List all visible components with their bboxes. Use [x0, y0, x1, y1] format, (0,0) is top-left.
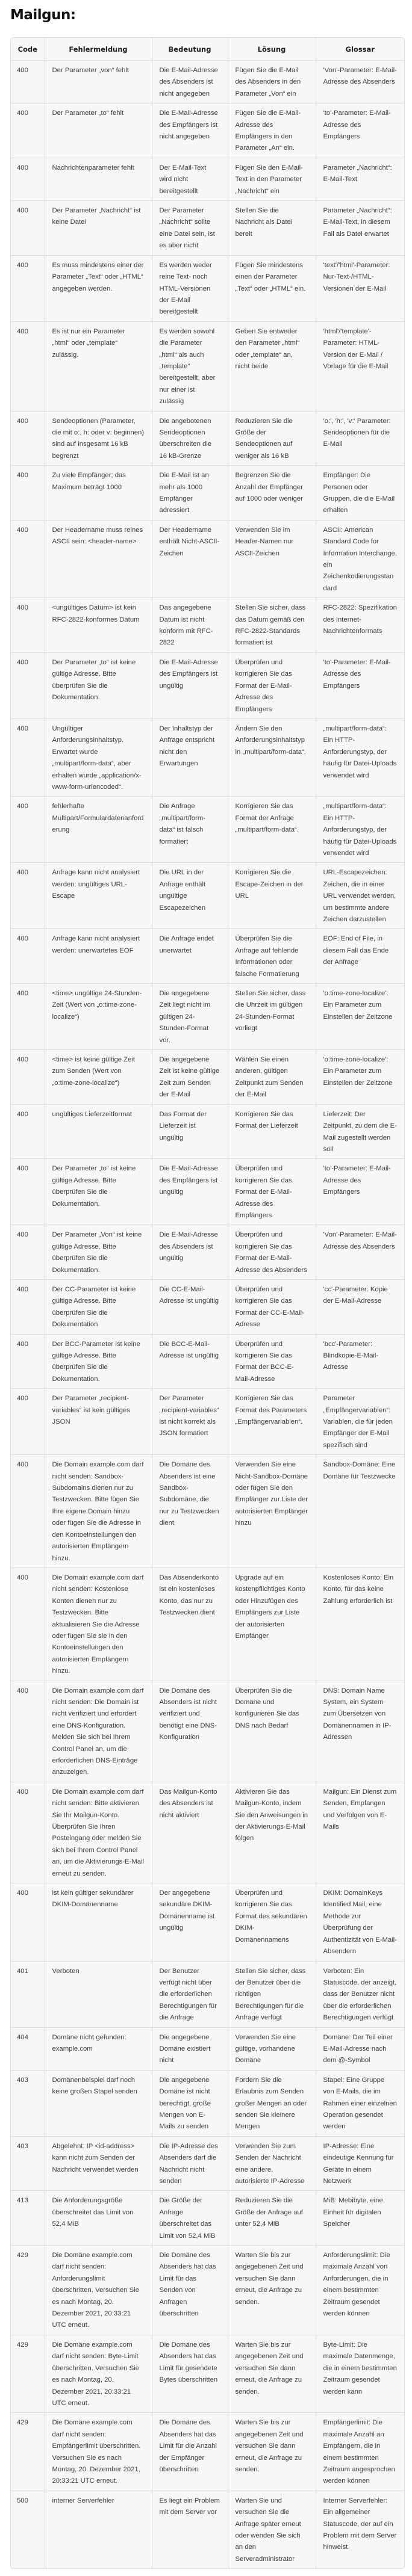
cell-code: 400 [11, 1279, 45, 1334]
cell-fehlermeldung: Domäne nicht gefunden: example.com [45, 2027, 152, 2070]
cell-code: 429 [11, 2335, 45, 2412]
cell-loesung: Überprüfen und korrigieren Sie das Format der E-Mail-Adresse des Empfängers [228, 1159, 316, 1225]
cell-fehlermeldung: Abgelehnt: IP <id-address> kann nicht zum Senden der Nachricht verwendet werden [45, 2136, 152, 2191]
cell-bedeutung: Die E-Mail-Adresse des Absenders ist ungültig [152, 1225, 228, 1280]
cell-code: 400 [11, 1568, 45, 1681]
cell-bedeutung: Die Anfrage endet unerwartet [152, 929, 228, 984]
cell-code: 400 [11, 520, 45, 598]
cell-loesung: Upgrade auf ein kostenpflichtiges Konto oder Hinzufügen des Empfängers zur Liste der autorisierten Empfänger [228, 1568, 316, 1681]
cell-glossar: Interner Serverfehler: Ein allgemeiner Statuscode, der auf ein Problem mit dem Server hinweist [323, 2497, 397, 2551]
cell-code: 400 [11, 103, 45, 158]
header-code: Code [11, 38, 45, 61]
cell-fehlermeldung: Die Domain example.com darf nicht senden: Die Domain ist nicht verifiziert und erfordert eine DNS-Konfiguration. Melden Sie sich bei Ihrem Control Panel an, um die erforderlichen DNS-Einträge anzuzeigen. [45, 1681, 152, 1782]
cell-bedeutung: Die E-Mail ist an mehr als 1000 Empfänger adressiert [152, 466, 228, 520]
cell-bedeutung: Die angegebene Domäne ist nicht berechtigt, große Mengen von E-Mails zu senden [152, 2070, 228, 2136]
cell-loesung: Reduzieren Sie die Größe der Anfrage auf unter 52,4 MiB [228, 2191, 316, 2246]
cell-bedeutung: Die Domäne des Absenders hat das Limit für die Anzahl der Empfänger überschritten [152, 2413, 228, 2491]
cell-glossar: Stapel: Eine Gruppe von E-Mails, die im Rahmen einer einzelnen Operation gesendet werden [316, 2070, 404, 2136]
cell-bedeutung: Die Anfrage „multipart/form-data“ ist falsch formatiert [152, 797, 228, 863]
cell-glossar: 'o:time-zone-localize': Ein Parameter zum Einstellen der Zeitzone [316, 984, 404, 1050]
table-row [11, 2413, 404, 2491]
table-row [11, 718, 404, 796]
cell-loesung: Reduzieren Sie die Größe der Sendeoptionen auf weniger als 16 kB [228, 411, 316, 466]
cell-fehlermeldung: Ungültiger Anforderungsinhaltstyp. Erwartet wurde „multipart/form-data“, aber erhalten wurde „application/x-www-form-urlencoded“. [45, 718, 152, 796]
cell-fehlermeldung: interner Serverfehler [45, 2491, 152, 2568]
cell-loesung: Überprüfen und korrigieren Sie das Format der BCC-E-Mail-Adresse [228, 1334, 316, 1389]
table-row [11, 255, 404, 321]
cell-bedeutung: Die Domäne des Absenders hat das Limit für gesendete Bytes überschritten [152, 2335, 228, 2412]
cell-glossar: 'o:time-zone-localize': Ein Parameter zum Einstellen der Zeitzone [316, 1050, 404, 1105]
cell-code: 413 [11, 2191, 45, 2246]
cell-fehlermeldung: <time> ungültige 24-Stunden-Zeit (Wert von „o:time-zone-localize“) [45, 984, 152, 1050]
cell-bedeutung: Das Mailgun-Konto des Absenders ist nicht aktiviert [152, 1782, 228, 1883]
cell-fehlermeldung: Zu viele Empfänger; das Maximum beträgt 1000 [45, 466, 152, 520]
cell-code: 400 [11, 1159, 45, 1225]
cell-glossar: 'to'-Parameter: E-Mail-Adresse des Empfängers [316, 103, 404, 158]
cell-loesung: Geben Sie entweder den Parameter „html“ oder „template“ an, nicht beide [228, 321, 316, 411]
cell-loesung: Stellen Sie die Nachricht als Datei bereit [228, 201, 316, 256]
cell-bedeutung: Die angegebene Zeit ist keine gültige Zeit zum Senden der E-Mail [152, 1050, 228, 1105]
cell-code: 400 [11, 929, 45, 984]
table-row [11, 2136, 404, 2191]
cell-bedeutung: Die angegebene Zeit liegt nicht im gültigen 24-Stunden-Format vor. [152, 984, 228, 1050]
table-row [11, 1389, 404, 1455]
cell-glossar: IP-Adresse: Eine eindeutige Kennung für Geräte in einem Netzwerk [316, 2136, 404, 2191]
cell-fehlermeldung: Die Domain example.com darf nicht senden: Sandbox-Subdomains dienen nur zu Testzwecken. Bitte fügen Sie Ihre eigene Domain hinzu oder fügen Sie die Adresse in den Kontoeinstellungen den autorisierten Empfängern hinzu. [45, 1455, 152, 1568]
cell-code: 400 [11, 466, 45, 520]
cell-fehlermeldung: Die Anforderungsgröße überschreitet das Limit von 52,4 MiB [45, 2191, 152, 2246]
cell-glossar: 'bcc'-Parameter: Blindkopie-E-Mail-Adresse [316, 1334, 404, 1389]
cell-loesung: Überprüfen und korrigieren Sie das Format der E-Mail-Adresse des Absenders [228, 1225, 316, 1280]
cell-loesung: Verwenden Sie im Header-Namen nur ASCII-Zeichen [228, 520, 316, 598]
cell-glossar: DNS: Domain Name System, ein System zum Übersetzen von Domänennamen in IP-Adressen [316, 1681, 404, 1782]
cell-loesung: Überprüfen und korrigieren Sie das Format des sekundären DKIM-Domänennamens [228, 1883, 316, 1961]
cell-loesung: Korrigieren Sie das Format der Lieferzeit [228, 1104, 316, 1159]
table-row [11, 466, 404, 520]
cell-loesung: Überprüfen und korrigieren Sie das Format der CC-E-Mail-Adresse [228, 1279, 316, 1334]
cell-bedeutung: Die Größe der Anfrage überschreitet das Limit von 52,4 MiB [152, 2191, 228, 2246]
cell-loesung: Überprüfen Sie die Domäne und konfigurieren Sie das DNS nach Bedarf [228, 1681, 316, 1782]
cell-loesung: Fügen Sie die E-Mail-Adresse des Empfängers in den Parameter „An“ ein. [228, 103, 316, 158]
cell-code: 400 [11, 1225, 45, 1280]
cell-loesung: Warten Sie bis zur angegebenen Zeit und versuchen Sie dann erneut, die Anfrage zu senden. [228, 2335, 316, 2412]
cell-fehlermeldung: Der CC-Parameter ist keine gültige Adresse. Bitte überprüfen Sie die Dokumentation [45, 1279, 152, 1334]
cell-glossar: Anforderungslimit: Die maximale Anzahl von Anforderungen, die in einem bestimmten Zeitraum gesendet werden können [316, 2246, 404, 2335]
cell-fehlermeldung: Anfrage kann nicht analysiert werden: unerwartetes EOF [45, 929, 152, 984]
cell-fehlermeldung: ungültiges Lieferzeitformat [45, 1104, 152, 1159]
cell-bedeutung: Der Parameter „recipient-variables“ ist nicht korrekt als JSON formatiert [152, 1389, 228, 1455]
cell-fehlermeldung: fehlerhafte Multipart/Formulardatenanforderung [45, 797, 152, 863]
cell-loesung: Aktivieren Sie das Mailgun-Konto, indem Sie den Anweisungen in der Aktivierungs-E-Mail folgen [228, 1782, 316, 1883]
cell-loesung: Korrigieren Sie das Format des Parameters „Empfängervariablen“. [228, 1389, 316, 1455]
cell-glossar: Empfänger: Die Personen oder Gruppen, die die E-Mail erhalten [316, 466, 404, 520]
header-fehlermeldung: Fehlermeldung [45, 38, 152, 61]
cell-bedeutung: Die CC-E-Mail-Adresse ist ungültig [152, 1279, 228, 1334]
table-row [11, 1883, 404, 1961]
cell-glossar: URL-Escapezeichen: Zeichen, die in einer URL verwendet werden, um bestimmte andere Zeichen darzustellen [316, 863, 404, 929]
cell-glossar: 'text'/'html'-Parameter: Nur-Text-/HTML-Versionen der E-Mail [316, 255, 404, 321]
cell-code: 400 [11, 797, 45, 863]
cell-loesung: Warten Sie bis zur angegebenen Zeit und versuchen Sie dann erneut, die Anfrage zu senden. [228, 2246, 316, 2335]
cell-bedeutung: Die Domäne des Absenders ist eine Sandbox-Subdomäne, die nur zu Testzwecken dient [152, 1455, 228, 1568]
table-body [11, 61, 404, 2569]
cell-code: 400 [11, 1681, 45, 1782]
cell-bedeutung: Es werden weder reine Text- noch HTML-Versionen der E-Mail bereitgestellt [152, 255, 228, 321]
cell-fehlermeldung: Die Domäne example.com darf nicht senden: Empfängerlimit überschritten. Versuchen Sie es nach Montag, 20. Dezember 2021, 20:33:21 UTC erneut. [45, 2413, 152, 2491]
cell-loesung: Verwenden Sie zum Senden der Nachricht eine andere, autorisierte IP-Adresse [228, 2136, 316, 2191]
cell-code: 400 [11, 61, 45, 103]
cell-code: 400 [11, 255, 45, 321]
cell-glossar: MiB: Mebibyte, eine Einheit für digitalen Speicher [316, 2191, 404, 2246]
error-table-container [10, 37, 405, 2569]
table-row [11, 929, 404, 984]
cell-code: 400 [11, 1104, 45, 1159]
table-header-row [11, 38, 404, 61]
cell-glossar: „multipart/form-data“: Ein HTTP-Anforderungstyp, der häufig für Datei-Uploads verwendet wird [316, 718, 404, 796]
cell-bedeutung: Der Parameter „Nachricht“ sollte eine Datei sein, ist es aber nicht [152, 201, 228, 256]
table-row [11, 1961, 404, 2027]
cell-bedeutung: Die angegebene Domäne existiert nicht [152, 2027, 228, 2070]
table-row [11, 2335, 404, 2412]
table-row [11, 1782, 404, 1883]
cell-fehlermeldung: ist kein gültiger sekundärer DKIM-Domänenname [45, 1883, 152, 1961]
table-row [11, 1568, 404, 1681]
cell-glossar: Parameter „Empfängervariablen“: Variablen, die für jeden Empfänger der E-Mail spezifisch sind [316, 1389, 404, 1455]
table-row [11, 1334, 404, 1389]
cell-fehlermeldung: Der Headername muss reines ASCII sein: <header-name> [45, 520, 152, 598]
cell-code: 429 [11, 2413, 45, 2491]
cell-fehlermeldung: Es ist nur ein Parameter „html“ oder „template“ zulässig. [45, 321, 152, 411]
cell-fehlermeldung: Nachrichtenparameter fehlt [45, 158, 152, 200]
cell-code: 400 [11, 1782, 45, 1883]
cell-glossar: ASCII: American Standard Code for Information Interchange, ein Zeichenkodierungsstandard [316, 520, 404, 598]
cell-code: 400 [11, 158, 45, 200]
cell-fehlermeldung: Der Parameter „to“ fehlt [45, 103, 152, 158]
cell-bedeutung: Die E-Mail-Adresse des Absenders ist nicht angegeben [152, 61, 228, 103]
cell-loesung: Begrenzen Sie die Anzahl der Empfänger auf 1000 oder weniger [228, 466, 316, 520]
cell-glossar: Mailgun: Ein Dienst zum Senden, Empfangen und Verfolgen von E-Mails [316, 1782, 404, 1883]
table-row [11, 797, 404, 863]
cell-code: 500 [11, 2491, 45, 2568]
cell-loesung: Fügen Sie mindestens einen der Parameter „Text“ oder „HTML“ ein. [228, 255, 316, 321]
cell-bedeutung: Der Inhaltstyp der Anfrage entspricht nicht den Erwartungen [152, 718, 228, 796]
cell-fehlermeldung: <time> ist keine gültige Zeit zum Senden (Wert von „o:time-zone-localize“) [45, 1050, 152, 1105]
table-row [11, 1455, 404, 1568]
table-row [11, 1159, 404, 1225]
cell-glossar: 'to'-Parameter: E-Mail-Adresse des Empfängers [316, 652, 404, 718]
table-row [11, 61, 404, 103]
cell-loesung: Verwenden Sie eine gültige, vorhandene Domäne [228, 2027, 316, 2070]
table-row [11, 2491, 404, 2568]
cell-code: 400 [11, 1334, 45, 1389]
cell-code: 400 [11, 201, 45, 256]
table-row [11, 103, 404, 158]
cell-loesung: Fordern Sie die Erlaubnis zum Senden großer Mengen an oder senden Sie kleinere Mengen [228, 2070, 316, 2136]
cell-fehlermeldung: Anfrage kann nicht analysiert werden: ungültiges URL-Escape [45, 863, 152, 929]
cell-glossar: 'Von'-Parameter: E-Mail-Adresse des Absenders [316, 1225, 404, 1280]
cell-glossar: 'o:', 'h:', 'v:' Parameter: Sendeoptionen für die E-Mail [316, 411, 404, 466]
table-row [11, 158, 404, 200]
cell-bedeutung: Die Domäne des Absenders hat das Limit für das Senden von Anfragen überschritten [152, 2246, 228, 2335]
cell-loesung: Verwenden Sie eine Nicht-Sandbox-Domäne oder fügen Sie den Empfänger zur Liste der autorisierten Empfänger hinzu [228, 1455, 316, 1568]
cell-code: 400 [11, 718, 45, 796]
table-row [11, 1681, 404, 1782]
table-row [11, 984, 404, 1050]
table-row [11, 321, 404, 411]
cell-code: 403 [11, 2136, 45, 2191]
cell-glossar: Verboten: Ein Statuscode, der anzeigt, dass der Benutzer nicht über die erforderlichen Berechtigungen verfügt [316, 1961, 404, 2027]
cell-code: 400 [11, 984, 45, 1050]
cell-fehlermeldung: Der Parameter „Von“ ist keine gültige Adresse. Bitte überprüfen Sie die Dokumentation. [45, 1225, 152, 1280]
table-row [11, 2027, 404, 2070]
cell-loesung: Korrigieren Sie die Escape-Zeichen in der URL [228, 863, 316, 929]
cell-code: 400 [11, 598, 45, 653]
cell-fehlermeldung: Der Parameter „to“ ist keine gültige Adresse. Bitte überprüfen Sie die Dokumentation. [45, 652, 152, 718]
cell-fehlermeldung: Sendeoptionen (Parameter, die mit o:, h: oder v: beginnen) sind auf insgesamt 16 kB begrenzt [45, 411, 152, 466]
cell-fehlermeldung: Der Parameter „to“ ist keine gültige Adresse. Bitte überprüfen Sie die Dokumentation. [45, 1159, 152, 1225]
cell-bedeutung: Die Domäne des Absenders ist nicht verifiziert und benötigt eine DNS-Konfiguration [152, 1681, 228, 1782]
cell-bedeutung: Der Benutzer verfügt nicht über die erforderlichen Berechtigungen für die Anfrage [152, 1961, 228, 2027]
cell-glossar: 'to'-Parameter: E-Mail-Adresse des Empfängers [316, 1159, 404, 1225]
cell-fehlermeldung: Die Domäne example.com darf nicht senden: Anforderungslimit überschritten. Versuchen Sie es nach Montag, 20. Dezember 2021, 20:33:21 UTC erneut. [45, 2246, 152, 2335]
cell-fehlermeldung: Der Parameter „Nachricht“ ist keine Datei [45, 201, 152, 256]
cell-fehlermeldung: <ungültiges Datum> ist kein RFC-2822-konformes Datum [45, 598, 152, 653]
table-row [11, 2070, 404, 2136]
table-row [11, 1225, 404, 1280]
cell-loesung: Stellen Sie sicher, dass die Uhrzeit im gültigen 24-Stunden-Format vorliegt [228, 984, 316, 1050]
table-row [11, 863, 404, 929]
cell-bedeutung: Es werden sowohl die Parameter „html“ als auch „template“ bereitgestellt, aber nur einer ist zulässig [152, 321, 228, 411]
cell-code: 400 [11, 1050, 45, 1105]
cell-fehlermeldung: Die Domain example.com darf nicht senden: Kostenlose Konten dienen nur zu Testzwecken. Bitte aktualisieren Sie die Adresse oder fügen Sie sie in den Kontoeinstellungen den autorisierten Empfängern hinzu. [45, 1568, 152, 1681]
cell-code: 400 [11, 411, 45, 466]
table-row [11, 411, 404, 466]
cell-glossar: DKIM: DomainKeys Identified Mail, eine Methode zur Überprüfung der Authentizität von E-Mail-Absendern [316, 1883, 404, 1961]
cell-glossar: 'html'/'template'-Parameter: HTML-Version der E-Mail / Vorlage für die E-Mail [316, 321, 404, 411]
cell-loesung: Wählen Sie einen anderen, gültigen Zeitpunkt zum Senden der E-Mail [228, 1050, 316, 1105]
cell-bedeutung: Die URL in der Anfrage enthält ungültige Escapezeichen [152, 863, 228, 929]
cell-loesung: Stellen Sie sicher, dass das Datum gemäß den RFC-2822-Standards formatiert ist [228, 598, 316, 653]
cell-bedeutung: Die E-Mail-Adresse des Empfängers ist nicht angegeben [152, 103, 228, 158]
table-row [11, 520, 404, 598]
cell-glossar: Sandbox-Domäne: Eine Domäne für Testzwecke [316, 1455, 404, 1568]
cell-fehlermeldung: Der Parameter „von“ fehlt [45, 61, 152, 103]
cell-glossar: Parameter „Nachricht“: E-Mail-Text [316, 158, 404, 200]
cell-glossar: Domäne: Der Teil einer E-Mail-Adresse nach dem @-Symbol [316, 2027, 404, 2070]
cell-bedeutung: Das Absenderkonto ist ein kostenloses Konto, das nur zu Testzwecken dient [152, 1568, 228, 1681]
cell-bedeutung: Die IP-Adresse des Absenders darf die Nachricht nicht senden [152, 2136, 228, 2191]
cell-loesung: Überprüfen Sie die Anfrage auf fehlende Informationen oder falsche Formatierung [228, 929, 316, 984]
table-row [11, 1050, 404, 1105]
cell-glossar: Parameter „Nachricht“: E-Mail-Text, in diesem Fall als Datei erwartet [316, 201, 404, 256]
cell-bedeutung: Das angegebene Datum ist nicht konform mit RFC-2822 [152, 598, 228, 653]
cell-glossar: Kostenloses Konto: Ein Konto, für das keine Zahlung erforderlich ist [316, 1568, 404, 1681]
cell-bedeutung: Die BCC-E-Mail-Adresse ist ungültig [152, 1334, 228, 1389]
cell-fehlermeldung: Der Parameter „recipient-variables“ ist kein gültiges JSON [45, 1389, 152, 1455]
cell-code: 400 [11, 1455, 45, 1568]
cell-glossar: EOF: End of File, in diesem Fall das Ende der Anfrage [316, 929, 404, 984]
header-loesung: Lösung [228, 38, 316, 61]
cell-fehlermeldung: Verboten [45, 1961, 152, 2027]
cell-glossar: RFC-2822: Spezifikation des Internet-Nachrichtenformats [316, 598, 404, 653]
cell-loesung: Fügen Sie den E-Mail-Text in den Parameter „Nachricht“ ein [228, 158, 316, 200]
table-row [11, 598, 404, 653]
cell-fehlermeldung: Es muss mindestens einer der Parameter „Text“ oder „HTML“ angegeben werden. [45, 255, 152, 321]
cell-fehlermeldung: Die Domain example.com darf nicht senden: Bitte aktivieren Sie Ihr Mailgun-Konto. Überprüfen Sie Ihren Posteingang oder melden Sie sich bei Ihrem Control Panel an, um die Aktivierungs-E-Mail erneut zu senden. [45, 1782, 152, 1883]
cell-bedeutung: Der angegebene sekundäre DKIM-Domänenname ist ungültig [152, 1883, 228, 1961]
cell-glossar: Byte-Limit: Die maximale Datenmenge, die in einem bestimmten Zeitraum gesendet werden kann [316, 2335, 404, 2412]
cell-loesung: Ändern Sie den Anforderungsinhaltstyp in „multipart/form-data“. [228, 718, 316, 796]
cell-loesung: Korrigieren Sie das Format der Anfrage „multipart/form-data“. [228, 797, 316, 863]
cell-bedeutung: Die E-Mail-Adresse des Empfängers ist ungültig [152, 1159, 228, 1225]
table-row [11, 2246, 404, 2335]
cell-code: 400 [11, 863, 45, 929]
cell-bedeutung: Der E-Mail-Text wird nicht bereitgestellt [152, 158, 228, 200]
cell-code: 404 [11, 2027, 45, 2070]
cell-code: 400 [11, 652, 45, 718]
cell-bedeutung: Das Format der Lieferzeit ist ungültig [152, 1104, 228, 1159]
cell-code: 403 [11, 2070, 45, 2136]
cell-loesung: Warten Sie bis zur angegebenen Zeit und versuchen Sie dann erneut, die Anfrage zu senden. [228, 2413, 316, 2491]
error-codes-table [11, 38, 404, 2568]
header-glossar: Glossar [316, 38, 404, 61]
table-row [11, 1104, 404, 1159]
page-title: Mailgun: [10, 7, 76, 23]
cell-bedeutung: Es liegt ein Problem mit dem Server vor [152, 2491, 228, 2568]
cell-code: 401 [11, 1961, 45, 2027]
cell-code: 400 [11, 1883, 45, 1961]
cell-loesung: Fügen Sie die E-Mail des Absenders in den Parameter „Von“ ein [228, 61, 316, 103]
cell-loesung: Warten Sie und versuchen Sie die Anfrage später erneut oder wenden Sie sich an den Serveradministrator [228, 2491, 316, 2568]
table-row [11, 652, 404, 718]
cell-code: 400 [11, 1389, 45, 1455]
cell-fehlermeldung: Domänenbeispiel darf noch keine großen Stapel senden [45, 2070, 152, 2136]
cell-glossar: Empfängerlimit: Die maximale Anzahl an Empfängern, die in einem bestimmten Zeitraum angesprochen werden können [316, 2413, 404, 2491]
cell-fehlermeldung: Die Domäne example.com darf nicht senden: Byte-Limit überschritten. Versuchen Sie es nach Montag, 20. Dezember 2021, 20:33:21 UTC erneut. [45, 2335, 152, 2412]
header-bedeutung: Bedeutung [152, 38, 228, 61]
cell-loesung: Überprüfen und korrigieren Sie das Format der E-Mail-Adresse des Empfängers [228, 652, 316, 718]
cell-bedeutung: Die angebotenen Sendeoptionen überschreiten die 16 kB-Grenze [152, 411, 228, 466]
cell-glossar: „multipart/form-data“: Ein HTTP-Anforderungstyp, der häufig für Datei-Uploads verwendet wird [316, 797, 404, 863]
cell-glossar: 'cc'-Parameter: Kopie der E-Mail-Adresse [316, 1279, 404, 1334]
cell-code: 429 [11, 2246, 45, 2335]
cell-bedeutung: Die E-Mail-Adresse des Empfängers ist ungültig [152, 652, 228, 718]
table-row [11, 1279, 404, 1334]
cell-bedeutung: Der Headername enthält Nicht-ASCII-Zeichen [152, 520, 228, 598]
cell-fehlermeldung: Der BCC-Parameter ist keine gültige Adresse. Bitte überprüfen Sie die Dokumentation. [45, 1334, 152, 1389]
cell-loesung: Stellen Sie sicher, dass der Benutzer über die richtigen Berechtigungen für die Anfrage verfügt [228, 1961, 316, 2027]
table-row [11, 201, 404, 256]
cell-glossar: Lieferzeit: Der Zeitpunkt, zu dem die E-Mail zugestellt werden soll [316, 1104, 404, 1159]
cell-code: 400 [11, 321, 45, 411]
table-row [11, 2191, 404, 2246]
cell-glossar: 'Von'-Parameter: E-Mail-Adresse des Absenders [316, 61, 404, 103]
